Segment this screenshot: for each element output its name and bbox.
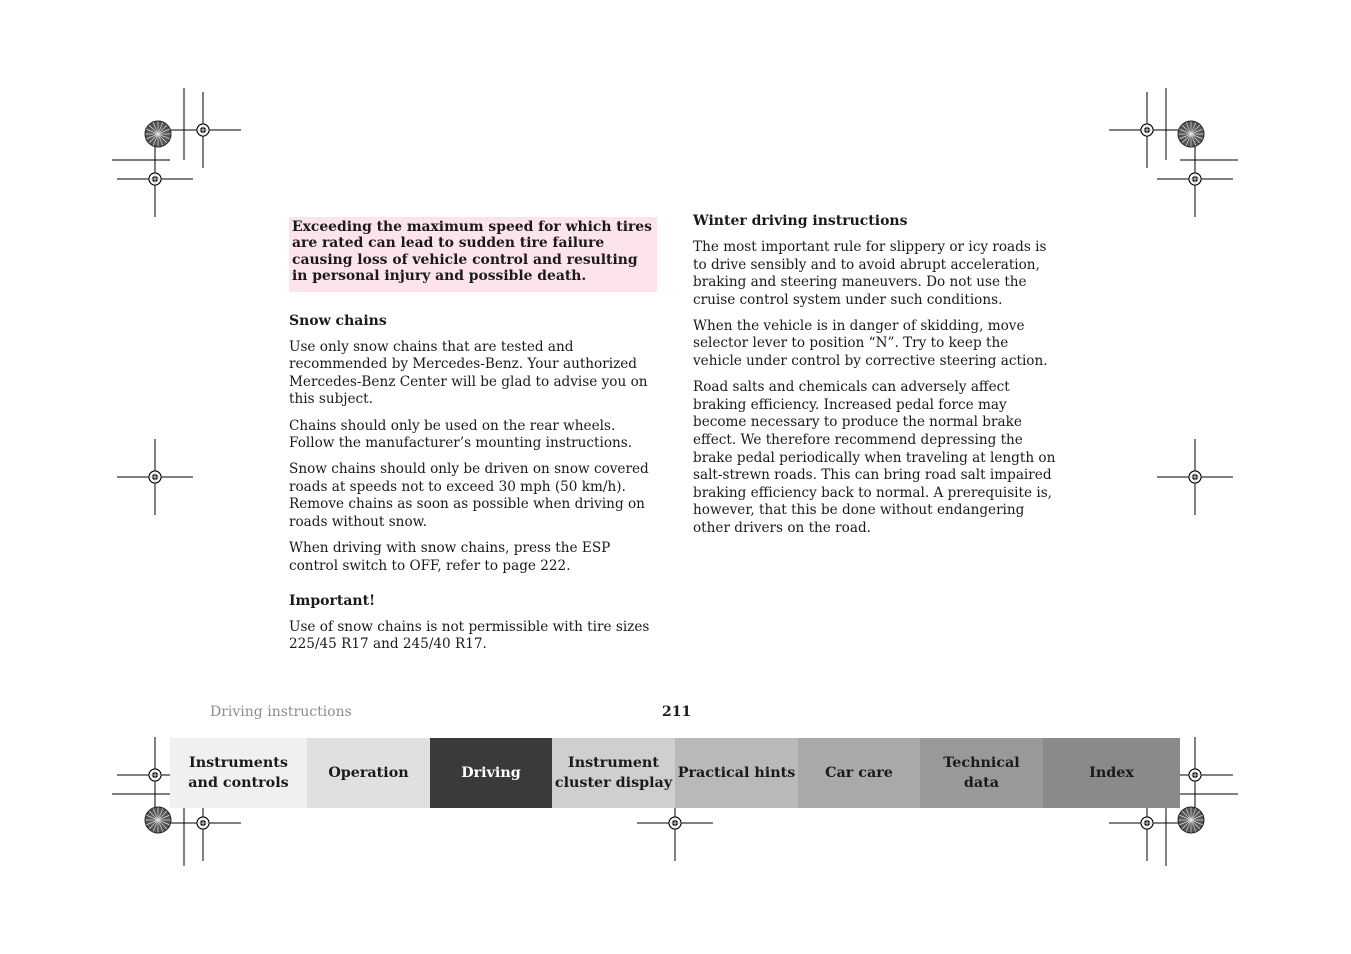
important-text: Use of snow chains is not permissible with tire sizes 225/45 R17 and 245/40 R17.	[289, 618, 650, 653]
tab-operation[interactable]: Operation	[307, 738, 430, 808]
tab-practical-hints[interactable]: Practical hints	[675, 738, 798, 808]
section-title: Driving instructions	[210, 704, 352, 720]
body-paragraph: Road salts and chemicals can adversely affect braking efficiency. Increased pedal force may become necessary to produce the normal brake effect. We therefore recommend depressing the brake pedal periodically when traveling at length on salt-strewn roads. This can bring road salt impaired braking efficiency back to normal. A prerequisite is, however, that this be done without endangering other drivers on the road.	[693, 379, 1056, 536]
body-paragraph: Snow chains should only be driven on snow covered roads at speeds not to exceed 30 mph (50 km/h). Remove chains as soon as possible when driving on roads without snow.	[289, 461, 649, 530]
tab-driving[interactable]: Driving	[430, 738, 552, 808]
important-heading: Important!	[289, 592, 376, 609]
body-paragraph: Chains should only be used on the rear wheels. Follow the manufacturer’s mounting instructions.	[289, 417, 633, 452]
body-paragraph: When driving with snow chains, press the ESP control switch to OFF, refer to page 222.	[289, 540, 611, 574]
body-paragraph: Use only snow chains that are tested and recommended by Mercedes-Benz. Your authorized Mercedes-Benz Center will be glad to advise you on this subject.	[289, 338, 648, 408]
body-paragraph: The most important rule for slippery or icy roads is to drive sensibly and to avoid abrupt acceleration, braking and steering maneuvers. Do not use the cruise control system under such conditions.	[693, 239, 1047, 308]
chapter-nav	[170, 738, 1180, 808]
right-column	[693, 212, 1061, 546]
tab-technical-data[interactable]: Technical data	[920, 738, 1043, 808]
tab-instruments-and-controls[interactable]: Instruments and controls	[170, 738, 307, 808]
body-paragraph: When the vehicle is in danger of skidding, move selector lever to position “N”. Try to keep the vehicle under control by corrective steering action.	[693, 317, 1048, 370]
left-column	[289, 217, 657, 662]
snow-chains-heading: Snow chains	[289, 312, 387, 329]
warning-box: Exceeding the maximum speed for which tires are rated can lead to sudden tire failure causing loss of vehicle control and resulting in personal injury and possible death.	[289, 217, 657, 292]
winter-driving-heading: Winter driving instructions	[693, 213, 908, 229]
page-number: 211	[662, 704, 692, 720]
tab-index[interactable]: Index	[1043, 738, 1180, 808]
tab-car-care[interactable]: Car care	[798, 738, 920, 808]
tab-instrument-cluster-display[interactable]: Instrument cluster display	[552, 738, 675, 808]
